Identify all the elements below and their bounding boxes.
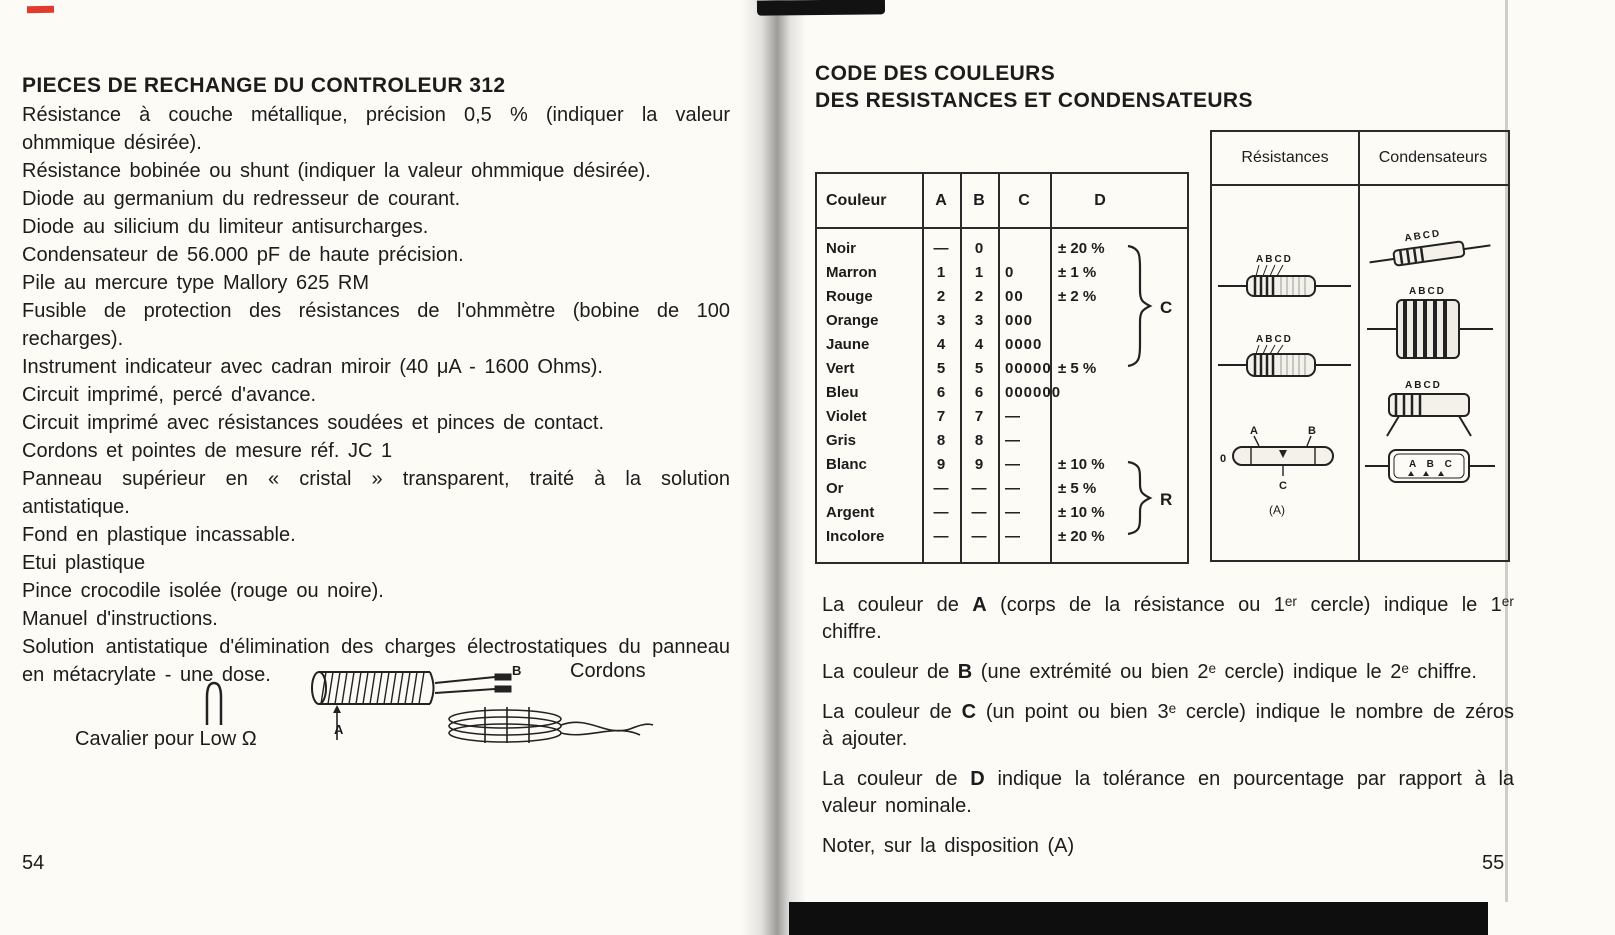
cell-d: ± 10 % [1058,455,1105,473]
list-item: Circuit imprimé avec résistances soudées et pinces de contact. [22,412,605,434]
list-item: Pile au mercure type Mallory 625 RM [22,272,370,294]
book-gutter [742,0,806,935]
cell-a: 7 [936,407,946,425]
list-item: Diode au silicium du limiteur antisurcharges. [22,216,429,238]
cell-c: — [1005,407,1021,425]
capacitor-diagram-1 [1366,222,1491,270]
capacitor-diagram-2 [1367,286,1493,358]
column-header-a: A [935,192,947,209]
brace-resistances [1128,462,1150,534]
cell-a: 3 [936,311,946,329]
cell-d: ± 20 % [1058,527,1105,545]
cell-d: ± 20 % [1058,239,1105,257]
cell-couleur: Vert [826,359,855,377]
right-page-title-line2: DES RESISTANCES ET CONDENSATEURS [815,89,1253,112]
cell-c: — [1005,455,1021,473]
cell-b: — [971,527,987,545]
cords-drawing [449,707,653,743]
cell-c: 0000 [1005,335,1043,353]
column-header-d: D [1094,192,1106,209]
disposition-zero-label: 0 [1220,453,1227,465]
cell-b: — [971,479,987,497]
capacitor-diagram-3 [1387,380,1471,436]
cell-couleur: Or [826,479,844,497]
cell-couleur: Blanc [826,455,867,473]
lead-a-label: A [334,722,344,737]
capacitor-diagram-4 [1365,450,1495,482]
explanation-b [822,659,1514,686]
column-header-b: B [973,192,985,209]
cell-b: 7 [974,407,984,425]
list-item: Instrument indicateur avec cadran miroir (40 μA - 1600 Ohms). [22,356,603,378]
list-item: Panneau supérieur en « cristal » transparent, traité à la solution antistatique. [22,468,730,518]
cell-c: — [1005,527,1021,545]
cell-c: 00000 [1005,359,1052,377]
right-page-number: 55 [1482,852,1505,874]
disposition-c-label: C [1279,480,1287,492]
red-registration-mark [27,6,54,13]
bottom-edge-strip [789,902,1488,935]
band-labels: ABCD [1403,228,1442,245]
cell-a: — [933,527,949,545]
band-labels: ABCD [1405,380,1442,391]
list-item: Fond en plastique incassable. [22,524,296,546]
list-item: Circuit imprimé, percé d'avance. [22,384,317,406]
cell-d: ± 10 % [1058,503,1105,521]
brace-label-c: C [1160,298,1173,317]
cell-a: 6 [936,383,946,401]
explanation-lead: La couleur de [822,661,950,683]
cell-b: 2 [974,287,984,305]
resistor-disposition-a [1220,425,1333,517]
cavalier-label: Cavalier pour Low Ω [75,728,257,750]
cell-c: 0 [1005,263,1015,281]
cell-couleur: Jaune [826,335,870,353]
list-item: Solution antistatique d'élimination des charges électrostatiques du panneau en métacrylate - une dose. [22,636,730,686]
cell-b: 6 [974,383,984,401]
disposition-b-label: B [1308,425,1316,437]
brace-label-r: R [1160,490,1173,509]
cell-c: — [1005,479,1021,497]
cell-a: 1 [936,263,946,281]
note-disposition [822,833,1514,860]
brace-condensateurs [1128,246,1150,366]
cell-couleur: Orange [826,311,879,329]
cell-couleur: Gris [826,431,857,449]
cell-a: 8 [936,431,946,449]
cell-couleur: Bleu [826,383,859,401]
abc-label: A B C [1409,459,1456,470]
disposition-caption: (A) [1269,503,1285,517]
explanation-lead: La couleur de [822,701,952,723]
table-rule [817,227,1187,229]
cell-a: 5 [936,359,946,377]
top-edge-strip [757,0,885,16]
list-item: Résistance bobinée ou shunt (indiquer la valeur ohmmique désirée). [22,160,651,182]
cell-couleur: Rouge [826,287,873,305]
cell-b: 1 [974,263,984,281]
cell-d: ± 5 % [1058,359,1097,377]
cell-d: ± 1 % [1058,263,1097,281]
list-item: Condensateur de 56.000 pF de haute précision. [22,244,464,266]
cell-couleur: Noir [826,239,856,257]
explanation-letter: B [957,661,973,683]
cell-a: 9 [936,455,946,473]
cell-c: 000 [1005,311,1034,329]
list-item: Etui plastique [22,552,146,574]
explanation-rest: (une extrémité ou bien 2ᵉ cercle) indique le 2ᵉ chiffre. [980,661,1477,683]
resistances-diagrams [1212,184,1357,556]
list-item: Cordons et pointes de mesure réf. JC 1 [22,440,393,462]
right-page-title-line1: CODE DES COULEURS [815,62,1056,85]
cell-c: 000000 [1005,383,1062,401]
explanation-letter: D [970,768,985,790]
condensateurs-diagrams [1359,184,1505,556]
band-labels: ABCD [1256,334,1293,345]
column-header-couleur: Couleur [826,192,887,209]
cell-c: — [1005,431,1021,449]
cell-b: 5 [974,359,984,377]
cell-a: — [933,479,949,497]
cell-b: 9 [974,455,984,473]
explanation-rest: (un point ou bien 3ᵉ cercle) indique le nombre de zéros à ajouter. [822,701,1514,750]
left-page-title: PIECES DE RECHANGE DU CONTROLEUR 312 [22,74,506,97]
explanation-rest: (corps de la résistance ou 1ᵉʳ cercle) indique le 1ᵉʳ chiffre. [822,594,1515,643]
list-item: Diode au germanium du redresseur de courant. [22,188,461,210]
note-text: Noter, sur la disposition (A) [822,835,1075,857]
explanation-lead: La couleur de [822,594,959,616]
cell-b: 3 [974,311,984,329]
panel-header-condensateurs: Condensateurs [1378,149,1488,166]
cell-d: ± 5 % [1058,479,1097,497]
cell-a: 2 [936,287,946,305]
cell-a: — [933,503,949,521]
list-item: Résistance à couche métallique, précision 0,5 % (indiquer la valeur ohmmique désirée). [22,104,730,154]
explanation-a [822,592,1514,646]
list-item: Pince crocodile isolée (rouge ou noire). [22,580,384,602]
lead-b-label: B [512,663,522,678]
resistor-diagram-1 [1218,254,1351,296]
spare-parts-list [22,101,730,689]
disposition-a-label: A [1250,425,1258,437]
explanation-c [822,699,1514,753]
cell-d: ± 2 % [1058,287,1097,305]
cell-couleur: Marron [826,263,877,281]
cell-a: — [933,239,949,257]
cell-c: — [1005,503,1021,521]
tolerance-braces [1122,234,1186,554]
cell-a: 4 [936,335,946,353]
explanation-lead: La couleur de [822,768,958,790]
explanation-letter: A [972,594,987,616]
cell-b: — [971,503,987,521]
band-labels: ABCD [1256,254,1293,265]
cell-couleur: Incolore [826,527,885,545]
cell-b: 8 [974,431,984,449]
list-item: Manuel d'instructions. [22,608,218,630]
explanation-letter: C [961,701,977,723]
band-labels: ABCD [1409,286,1446,297]
explanation-d [822,766,1514,820]
left-page-number: 54 [22,852,45,874]
cordons-label: Cordons [570,660,646,682]
color-explanations [822,592,1514,873]
resistor-diagram-2 [1218,334,1351,376]
cell-couleur: Argent [826,503,875,521]
explanation-rest: indique la tolérance en pourcentage par rapport à la valeur nominale. [822,768,1515,817]
cell-b: 4 [974,335,984,353]
column-header-c: C [1018,192,1030,209]
cavalier-drawing [207,683,221,725]
list-item: Fusible de protection des résistances de l'ohmmètre (bobine de 100 recharges). [22,300,730,350]
panel-header-resistances: Résistances [1241,149,1329,166]
cell-c: 00 [1005,287,1024,305]
cell-couleur: Violet [826,407,867,425]
cell-b: 0 [974,239,984,257]
